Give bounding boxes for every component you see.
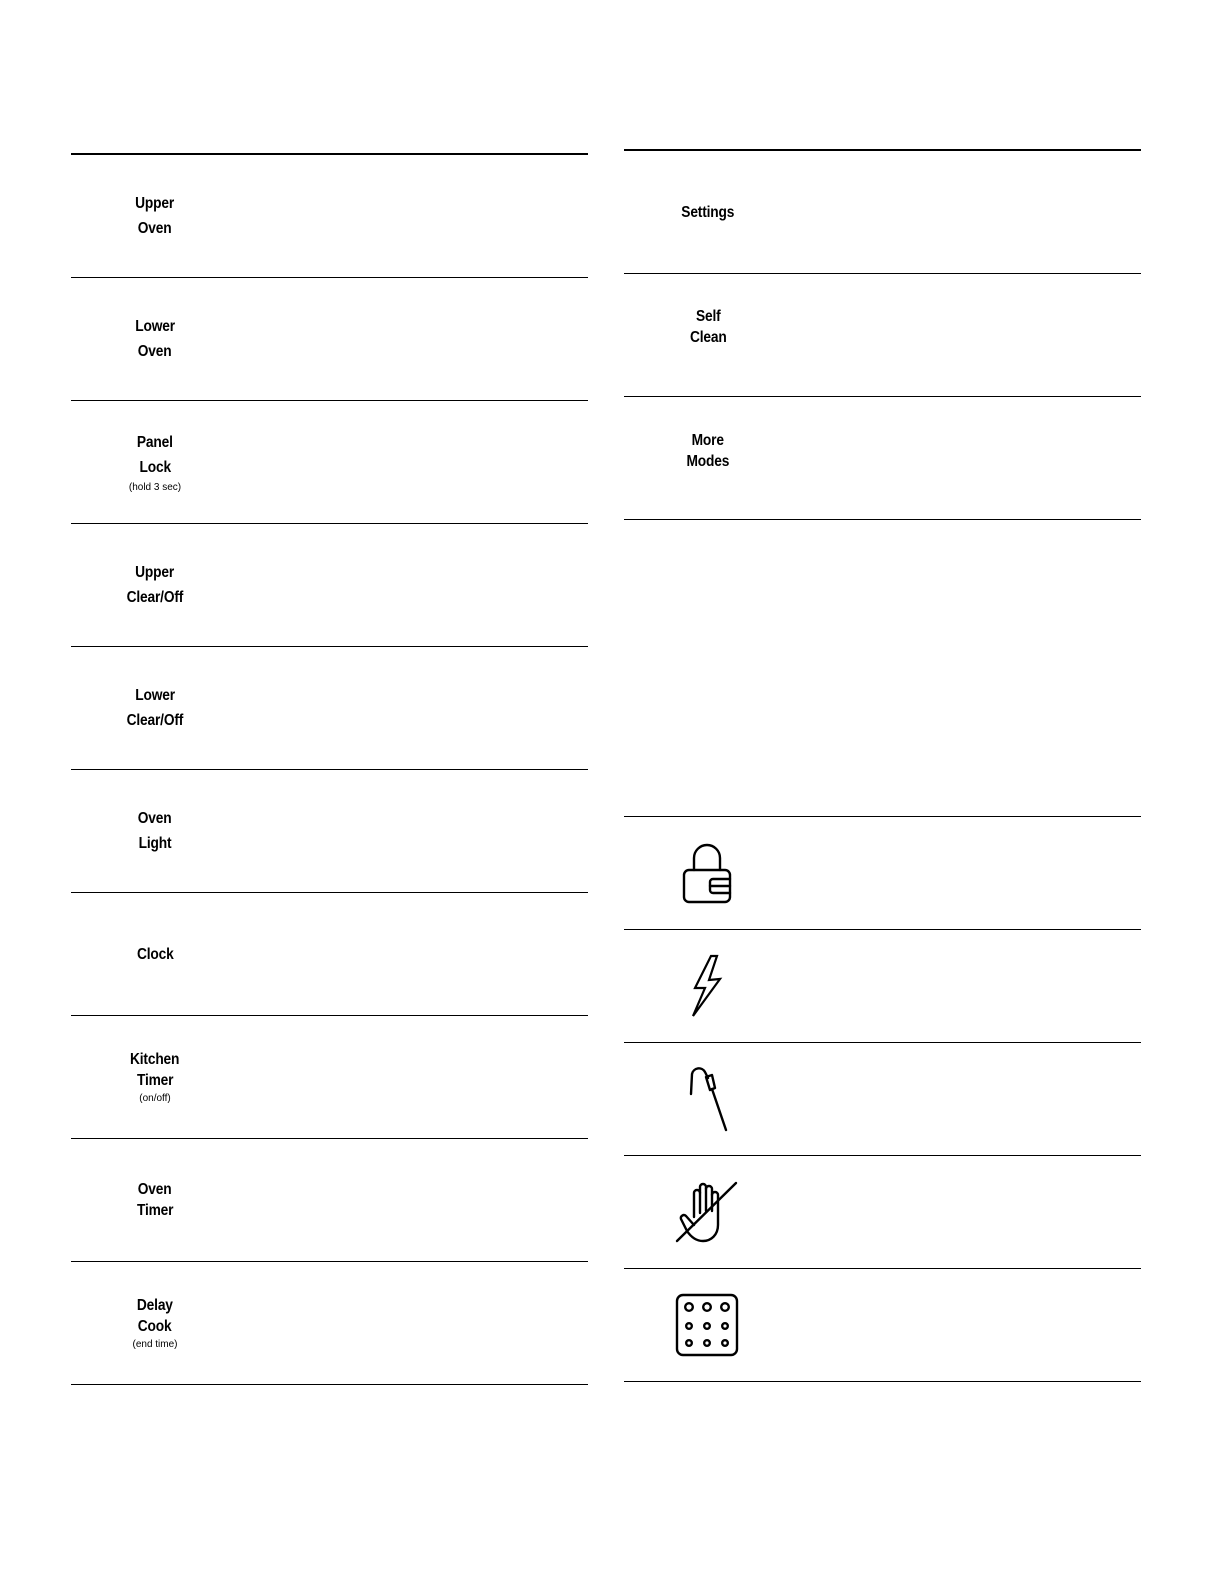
row-panel-lock xyxy=(71,401,588,524)
key-label: Lower xyxy=(135,318,175,335)
key-label: Lower xyxy=(135,687,175,704)
row-delay-cook xyxy=(71,1262,588,1385)
lightning-bolt-icon xyxy=(670,930,744,1042)
lower-clear-off-key[interactable] xyxy=(95,647,215,769)
row-oven-light xyxy=(71,770,588,893)
more-modes-key[interactable] xyxy=(648,397,768,519)
left-button-column xyxy=(71,153,588,1385)
spacer xyxy=(624,520,1141,816)
upper-oven-key[interactable] xyxy=(95,155,215,277)
row-kitchen-timer xyxy=(71,1016,588,1139)
probe-icon xyxy=(670,1043,744,1155)
row-self-clean xyxy=(624,274,1141,397)
lower-oven-key[interactable] xyxy=(95,278,215,400)
row-lightning-icon xyxy=(624,930,1141,1043)
row-upper-oven xyxy=(71,155,588,278)
oven-light-key[interactable] xyxy=(95,770,215,892)
panel-lock-key[interactable] xyxy=(95,401,215,523)
row-upper-clear-off xyxy=(71,524,588,647)
key-label: Clear/Off xyxy=(126,589,184,606)
row-keypad-icon xyxy=(624,1269,1141,1382)
keypad-icon xyxy=(670,1269,744,1381)
clock-key[interactable] xyxy=(95,893,215,1015)
row-settings xyxy=(624,151,1141,274)
row-more-modes xyxy=(624,397,1141,520)
key-note: (end time) xyxy=(132,1338,178,1350)
key-label: Panel xyxy=(137,433,173,451)
row-lower-oven xyxy=(71,278,588,401)
row-no-touch-icon xyxy=(624,1156,1141,1269)
row-oven-timer xyxy=(71,1139,588,1262)
key-label: Clock xyxy=(136,945,174,963)
key-label: Light xyxy=(138,835,172,852)
row-clock xyxy=(71,893,588,1016)
kitchen-timer-key[interactable] xyxy=(95,1016,215,1138)
lock-icon xyxy=(670,817,744,929)
key-label: Oven xyxy=(138,1181,172,1198)
row-lock-icon xyxy=(624,817,1141,930)
key-label: Settings xyxy=(681,203,735,221)
row-probe-icon xyxy=(624,1043,1141,1156)
key-label: Kitchen xyxy=(130,1050,180,1068)
key-label: Clean xyxy=(689,329,727,346)
key-label: Upper xyxy=(135,564,175,581)
key-label: Oven xyxy=(138,343,172,360)
key-label: Cook xyxy=(138,1317,172,1335)
key-note: (hold 3 sec) xyxy=(128,481,182,493)
no-touch-hand-icon xyxy=(670,1156,744,1268)
key-label: Timer xyxy=(136,1071,174,1089)
key-note: (on/off) xyxy=(139,1092,171,1104)
key-label: Delay xyxy=(137,1296,173,1314)
row-lower-clear-off xyxy=(71,647,588,770)
settings-key[interactable] xyxy=(648,151,768,273)
upper-clear-off-key[interactable] xyxy=(95,524,215,646)
key-label: Lock xyxy=(139,458,171,476)
key-label: Upper xyxy=(135,195,175,212)
delay-cook-key[interactable] xyxy=(95,1262,215,1384)
key-label: Oven xyxy=(138,810,172,827)
key-label: Self xyxy=(695,308,721,325)
oven-timer-key[interactable] xyxy=(95,1139,215,1261)
key-label: Oven xyxy=(138,220,172,237)
key-label: More xyxy=(691,432,725,449)
key-label: Modes xyxy=(686,453,730,470)
self-clean-key[interactable] xyxy=(648,274,768,396)
key-label: Timer xyxy=(136,1202,174,1219)
right-button-column xyxy=(624,149,1141,1382)
key-label: Clear/Off xyxy=(126,712,184,729)
